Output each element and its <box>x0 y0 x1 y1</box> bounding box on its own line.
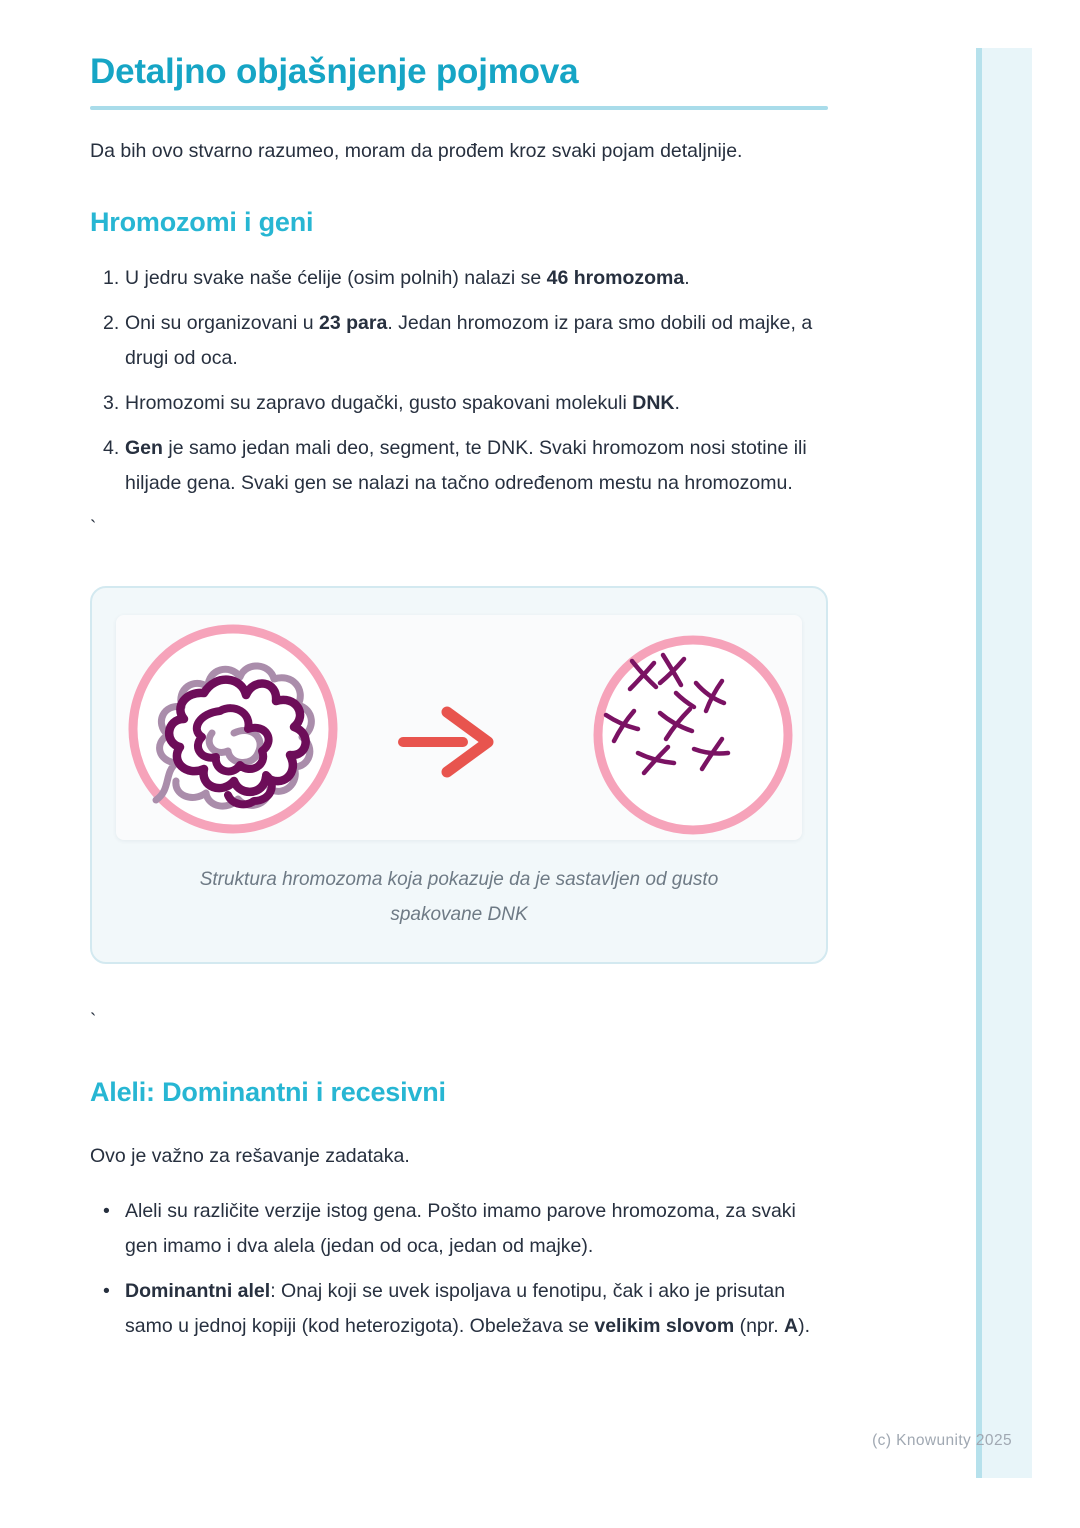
list-item <box>103 431 828 501</box>
text-run: . Jedan hromozom iz para smo dobili od majke, a drugi od oca. <box>125 312 813 369</box>
list-item-text <box>125 1274 828 1344</box>
figure-image <box>116 615 802 840</box>
text-run-bold: A <box>784 1315 799 1337</box>
page-title: Detaljno objašnjenje pojmova <box>90 52 579 91</box>
text-run: ). <box>798 1315 811 1337</box>
text-run: : Onaj koji se uvek ispoljava u fenotipu, čak i ako je prisutan samo u jednoj kopiji (kod heterozigota). Obeležava se <box>125 1280 786 1337</box>
text-run: Oni su organizovani u <box>125 312 320 334</box>
stray-backtick-bottom: ` <box>90 1011 97 1032</box>
text-run: . <box>674 392 680 414</box>
list-item-text <box>125 306 828 376</box>
text-run-bold: DNK <box>632 392 675 414</box>
chromatin-to-chromosomes-illustration <box>116 615 798 840</box>
arrow-right-icon <box>403 712 488 772</box>
text-run-bold: velikim slovom <box>594 1315 735 1337</box>
copyright-notice: (c) Knowunity 2025 <box>872 1432 1012 1449</box>
text-run: Aleli su različite verzije istog gena. Pošto imamo parove hromozoma, za svaki gen imamo i dva alela (jedan od oca, jedan od majke). <box>125 1200 796 1257</box>
text-run: je samo jedan mali deo, segment, te DNK. Svaki hromozom nosi stotine ili hiljade gena. Svaki gen se nalazi na tačno određenom mestu na hromozomu. <box>125 437 807 494</box>
list-number: 2. <box>103 312 120 334</box>
section-heading-hromozomi: Hromozomi i geni <box>90 207 314 237</box>
list-number: 4. <box>103 437 120 459</box>
text-run: U jedru svake naše ćelije (osim polnih) nalazi se <box>125 267 547 289</box>
page-content <box>90 0 828 1354</box>
list-item-text <box>125 386 828 421</box>
text-run: (npr. <box>734 1315 785 1337</box>
list-item <box>103 386 828 421</box>
list-item-text <box>125 1194 828 1264</box>
intro-paragraph: Da bih ovo stvarno razumeo, moram da prođem kroz svaki pojam detaljnije. <box>90 140 743 162</box>
list-item-text <box>125 431 828 501</box>
text-run-bold: 46 hromozoma <box>546 267 685 289</box>
figure-card <box>90 586 828 964</box>
list-item <box>103 1194 828 1264</box>
text-run-bold: Dominantni alel <box>125 1280 271 1302</box>
aleli-intro: Ovo je važno za rešavanje zadataka. <box>90 1145 410 1167</box>
bullet-marker: • <box>103 1280 110 1302</box>
list-item <box>103 306 828 376</box>
text-run-bold: 23 para <box>319 312 388 334</box>
stray-backtick-top: ` <box>90 518 97 539</box>
list-number: 3. <box>103 392 120 414</box>
title-underline <box>90 106 828 110</box>
list-item-text <box>125 261 828 296</box>
figure-caption: Struktura hromozoma koja pokazuje da je sastavljen od gusto spakovane DNK <box>199 869 719 925</box>
list-item <box>103 1274 828 1344</box>
chromosomes-cell-icon <box>598 640 788 830</box>
list-number: 1. <box>103 267 120 289</box>
text-run: Hromozomi su zapravo dugački, gusto spakovani molekuli <box>125 392 633 414</box>
bullet-marker: • <box>103 1200 110 1222</box>
text-run: . <box>684 267 690 289</box>
chromatin-cell-icon <box>133 629 333 829</box>
numbered-list <box>103 261 828 501</box>
text-run-bold: Gen <box>125 437 163 459</box>
bullet-list <box>103 1194 828 1344</box>
list-item <box>103 261 828 296</box>
right-margin-stripe <box>976 48 1032 1478</box>
section-heading-aleli: Aleli: Dominantni i recesivni <box>90 1077 446 1107</box>
